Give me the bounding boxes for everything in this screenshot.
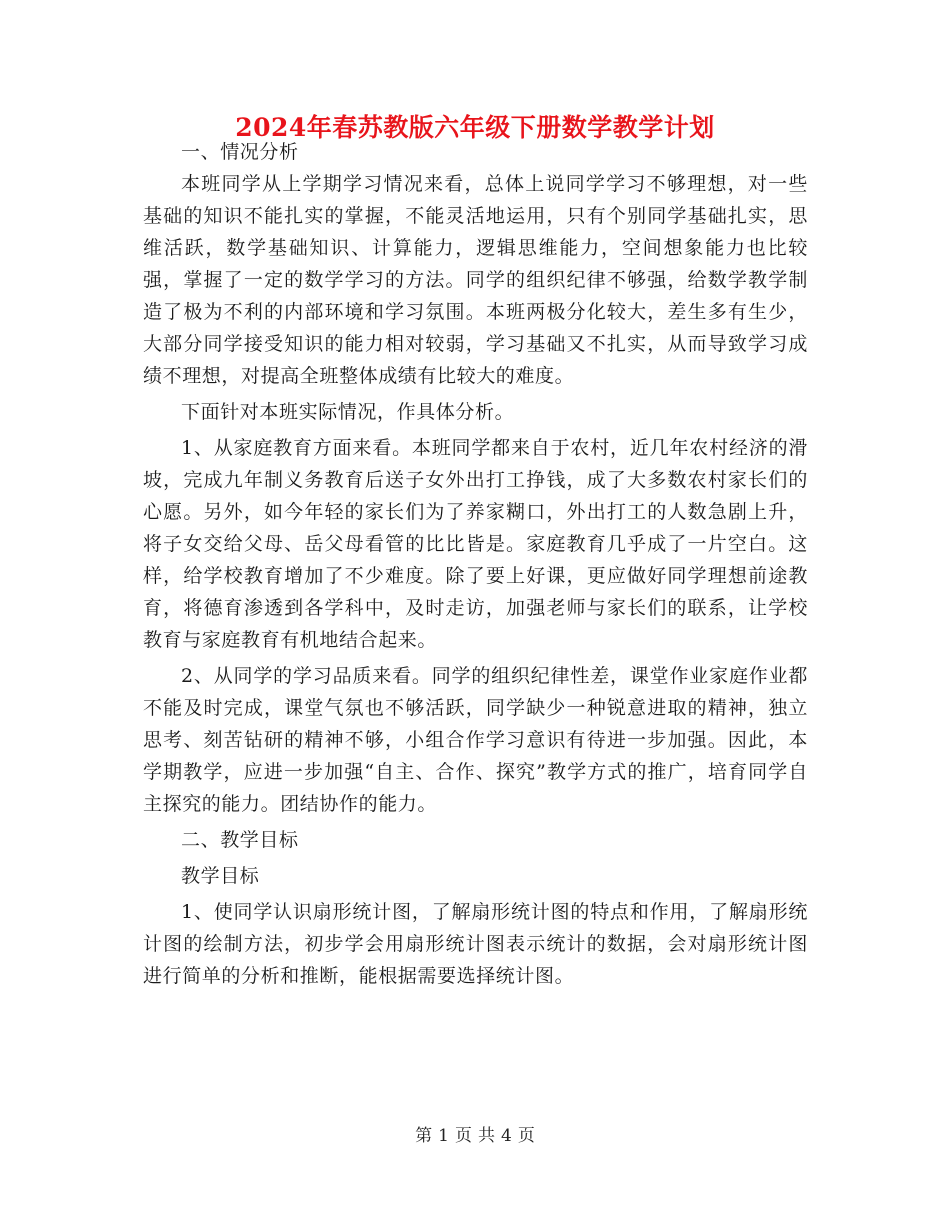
- paragraph: 1、从家庭教育方面来看。本班同学都来自于农村，近几年农村经济的滑坡，完成九年制义务教育后送子女外出打工挣钱，成了大多数农村家长们的心愿。另外，如今年轻的家长们为了养家糊口，外出打工的人数急剧上升，将子女交给父母、岳父母看管的比比皆是。家庭教育几乎成了一片空白。这样，给学校教育增加了不少难度。除了要上好课，更应做好同学理想前途教育，将德育渗透到各学科中，及时走访，加强老师与家长们的联系，让学校教育与家庭教育有机地结合起来。: [143, 437, 808, 651]
- page-number-total: 4: [501, 1126, 512, 1146]
- page-number-current: 1: [438, 1126, 449, 1146]
- paragraph: 1、使同学认识扇形统计图，了解扇形统计图的特点和作用，了解扇形统计图的绘制方法，初步学会用扇形统计图表示统计的数据，会对扇形统计图进行简单的分析和推断，能根据需要选择统计图。: [143, 901, 808, 987]
- footer-label-gong: 共: [478, 1126, 495, 1146]
- footer-label-ye: 页: [455, 1126, 472, 1146]
- page-footer: [0, 1124, 950, 1148]
- paragraph: 本班同学从上学期学习情况来看，总体上说同学学习不够理想，对一些基础的知识不能扎实的掌握，不能灵活地运用，只有个别同学基础扎实，思维活跃，数学基础知识、计算能力，逻辑思维能力，空间想象能力也比较强，掌握了一定的数学学习的方法。同学的组织纪律不够强，给数学教学制造了极为不利的内部环境和学习氛围。本班两极分化较大，差生多有生少，大部分同学接受知识的能力相对较弱，学习基础又不扎实，从而导致学习成绩不理想，对提高全班整体成绩有比较大的难度。: [143, 173, 808, 387]
- subheading-goals: 教学目标: [181, 865, 260, 887]
- document-title: 2024年春苏教版六年级下册数学教学计划: [235, 113, 715, 142]
- section-heading-goals: 二、教学目标: [181, 829, 299, 851]
- paragraph: 2、从同学的学习品质来看。同学的组织纪律性差，课堂作业家庭作业都不能及时完成，课堂气氛也不够活跃，同学缺少一种锐意进取的精神，独立思考、刻苦钻研的精神不够，小组合作学习意识有待进一步加强。因此，本学期教学，应进一步加强“自主、合作、探究”教学方式的推广，培育同学自主探究的能力。团结协作的能力。: [143, 665, 808, 815]
- section-heading-situation: 一、情况分析: [181, 141, 299, 163]
- document-body: [143, 136, 808, 992]
- footer-label-ye2: 页: [517, 1126, 535, 1146]
- footer-label-di: 第: [415, 1126, 433, 1146]
- paragraph: 下面针对本班实际情况，作具体分析。: [181, 401, 515, 423]
